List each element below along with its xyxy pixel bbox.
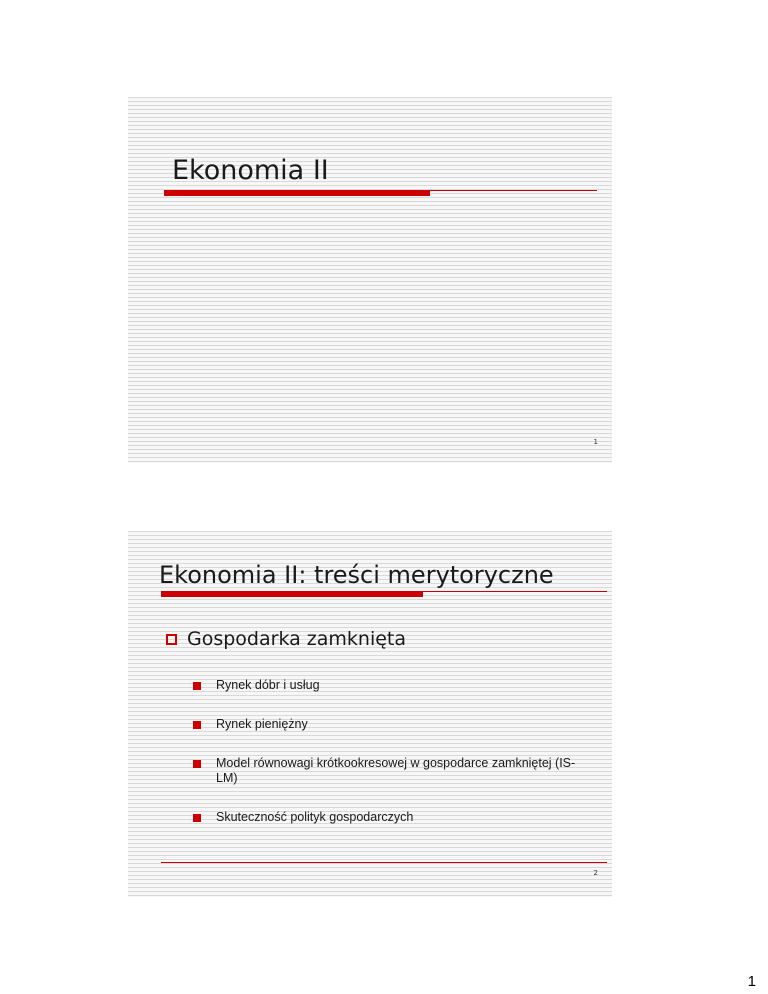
hollow-square-bullet-icon [166, 634, 177, 645]
title-underline-thick [164, 191, 430, 196]
list-item [193, 678, 593, 693]
sub-bullet-list [193, 678, 593, 825]
slide-page-number: 1 [593, 438, 598, 446]
document-page-number: 1 [747, 973, 756, 990]
list-item-text: Rynek dóbr i usług [216, 678, 320, 692]
slide-2 [128, 531, 612, 897]
square-bullet-icon [193, 814, 201, 822]
square-bullet-icon [193, 682, 201, 690]
list-item-text: Rynek pieniężny [216, 717, 308, 731]
main-bullet-text: Gospodarka zamknięta [187, 628, 407, 650]
main-bullet [166, 628, 406, 650]
slide-1 [128, 97, 612, 463]
square-bullet-icon [193, 760, 201, 768]
footer-divider [161, 862, 607, 863]
list-item [193, 756, 576, 786]
slide-page-number: 2 [593, 869, 598, 877]
square-bullet-icon [193, 721, 201, 729]
list-item-text: Skuteczność polityk gospodarczych [216, 810, 414, 824]
title-underline-thick [161, 592, 423, 597]
list-item [193, 810, 593, 825]
list-item [193, 717, 593, 732]
list-item-text: Model równowagi krótkookresowej w gospodarce zamkniętej (IS-LM) [216, 756, 576, 785]
slide-title: Ekonomia II [172, 155, 329, 186]
slide-title: Ekonomia II: treści merytoryczne [159, 561, 554, 589]
